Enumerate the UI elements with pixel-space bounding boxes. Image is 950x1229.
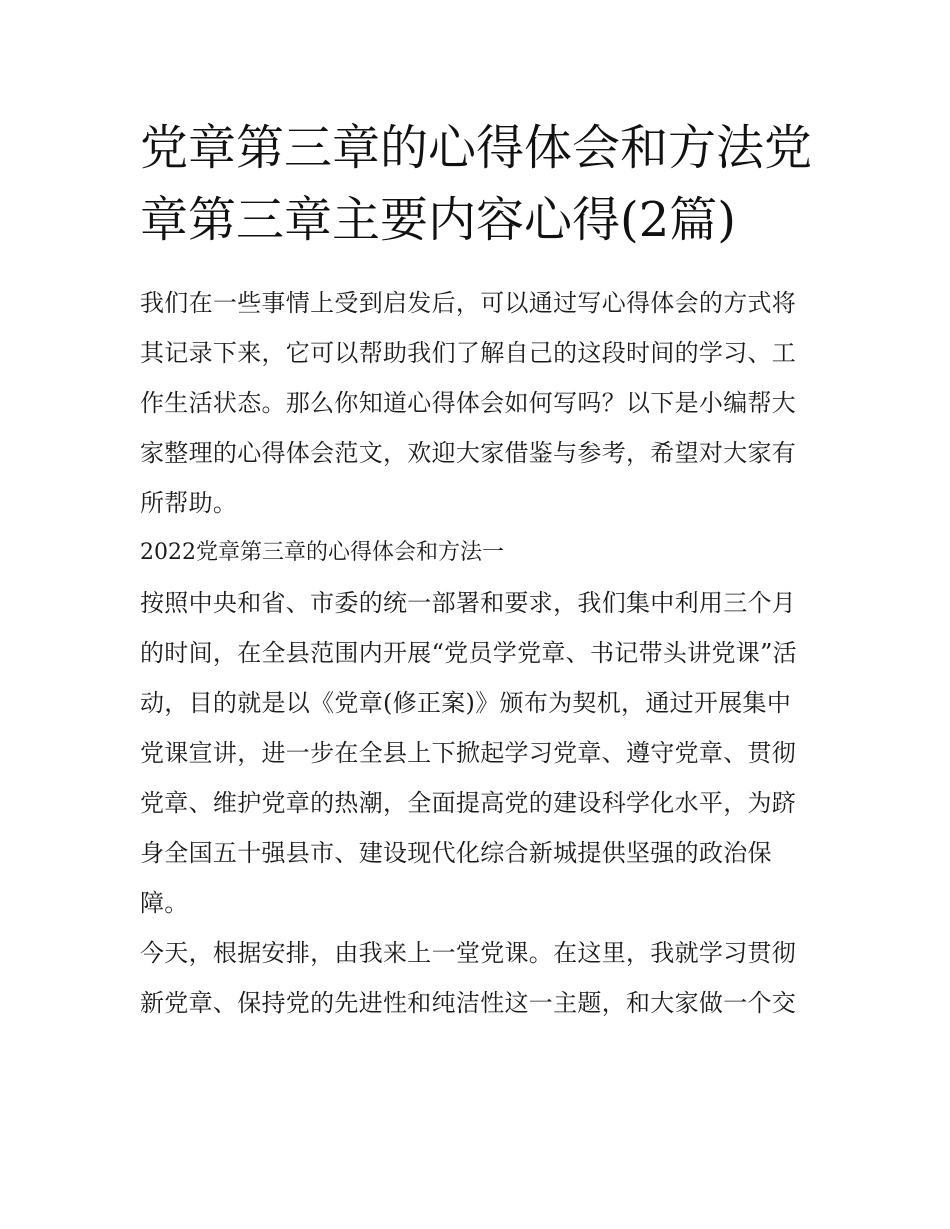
document-page	[140, 112, 812, 1028]
body-paragraph-1: 按照中央和省、市委的统一部署和要求，我们集中利用三个月的时间，在全县范围内开展“党员学党章、书记带头讲党课”活动，目的就是以《党章(修正案)》颁布为契机，通过开展集中党课宣讲，进一步在全县上下掀起学习党章、遵守党章、贯彻党章、维护党章的热潮，全面提高党的建设科学化水平，为跻身全国五十强县市、建设现代化综合新城提供坚强的政治保障。	[140, 589, 797, 917]
section-heading: 2022党章第三章的心得体会和方法一	[140, 540, 504, 565]
body-paragraph-2: 今天，根据安排，由我来上一堂党课。在这里，我就学习贯彻新党章、保持党的先进性和纯洁性这一主题，和大家做一个交	[140, 939, 797, 1017]
document-title: 党章第三章的心得体会和方法党章第三章主要内容心得(2篇)	[140, 120, 813, 248]
intro-paragraph: 我们在一些事情上受到启发后，可以通过写心得体会的方式将其记录下来，它可以帮助我们了解自己的这段时间的学习、工作生活状态。那么你知道心得体会如何写吗？以下是小编帮大家整理的心得体会范文，欢迎大家借鉴与参考，希望对大家有所帮助。	[140, 289, 797, 517]
